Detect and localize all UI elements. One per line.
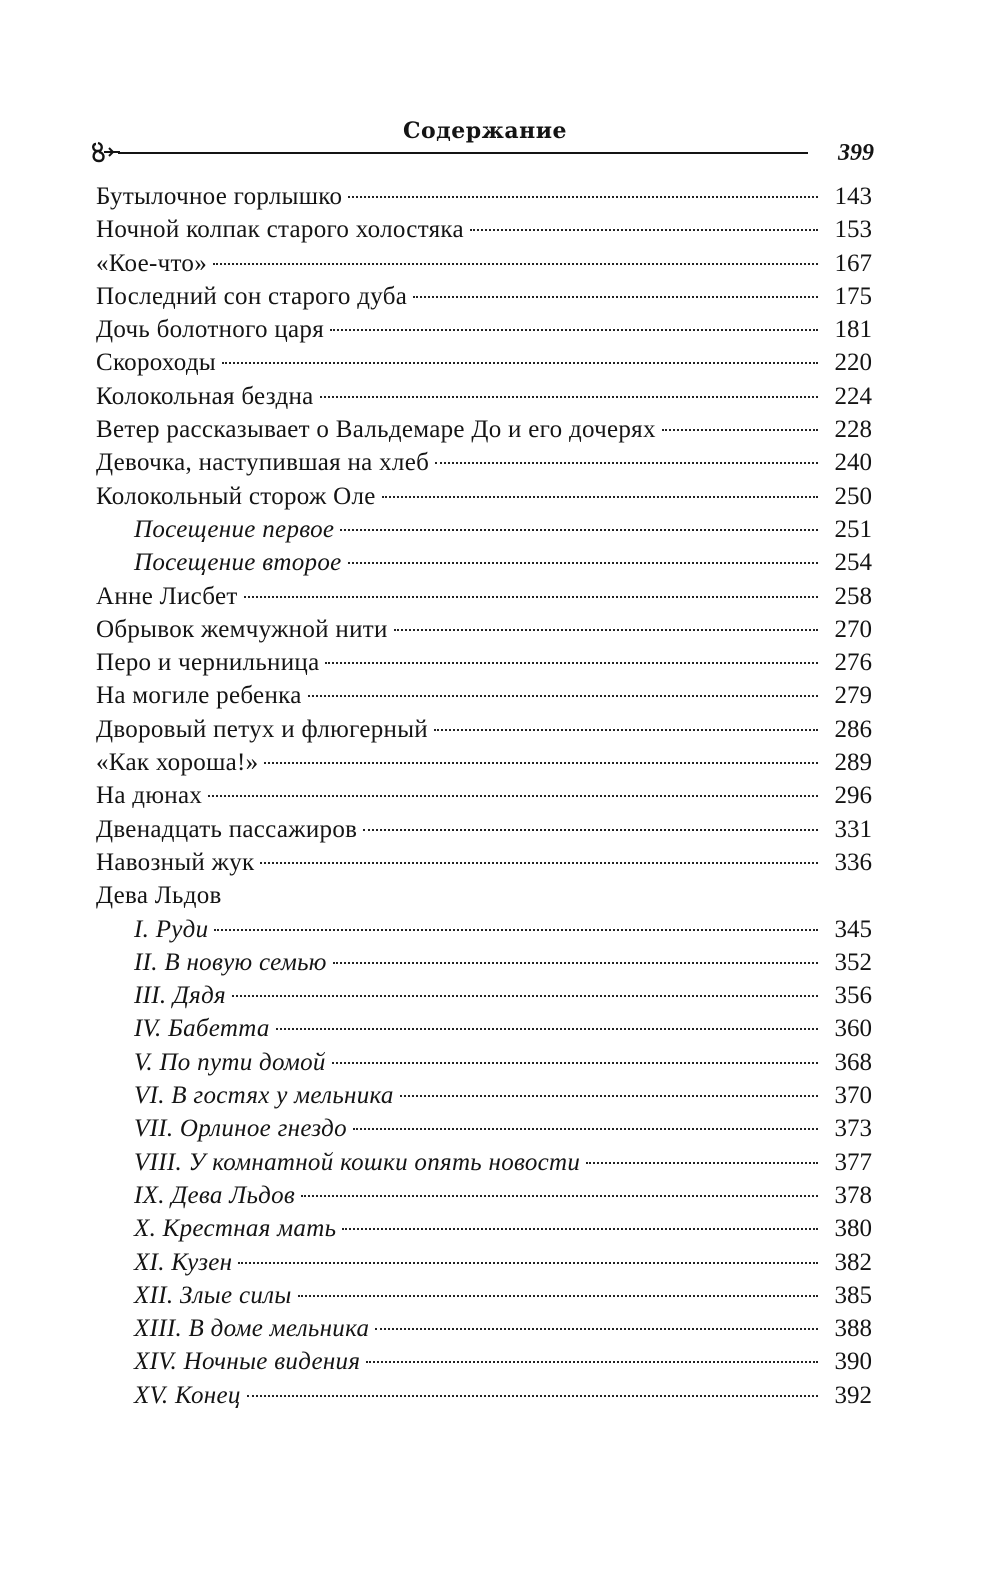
toc-entry-title: Навозный жук bbox=[96, 848, 255, 876]
toc-entry-title: I. Руди bbox=[134, 915, 209, 943]
toc-entry-page: 356 bbox=[834, 982, 872, 1010]
toc-entry-page: 228 bbox=[834, 416, 872, 444]
toc-entry-title: Дева Льдов bbox=[96, 882, 222, 910]
toc-entry bbox=[96, 979, 872, 1012]
toc-entry bbox=[96, 1345, 872, 1378]
toc-entry bbox=[96, 646, 872, 679]
dot-leader bbox=[244, 596, 818, 598]
toc-entry bbox=[96, 380, 872, 413]
toc-entry-title: III. Дядя bbox=[134, 982, 226, 1010]
toc-entry-page: 345 bbox=[834, 915, 872, 943]
toc-entry bbox=[96, 779, 872, 812]
dot-leader bbox=[325, 662, 818, 664]
toc-entry-title: «Как хороша!» bbox=[96, 749, 259, 777]
dot-leader bbox=[320, 396, 818, 398]
toc-entry-page: 270 bbox=[834, 615, 872, 643]
toc-entry-title: Ветер рассказывает о Вальдемаре До и его дочерях bbox=[96, 416, 656, 444]
dot-leader bbox=[662, 429, 818, 431]
toc-entry-title: Обрывок жемчужной нити bbox=[96, 615, 388, 643]
toc-entry bbox=[96, 513, 872, 546]
toc-entry-page: 385 bbox=[834, 1281, 872, 1309]
toc-entry-page: 336 bbox=[834, 848, 872, 876]
toc-entry bbox=[96, 1246, 872, 1279]
toc-entry-title: Бутылочное горлышко bbox=[96, 183, 343, 210]
toc-entry-page: 289 bbox=[834, 749, 872, 777]
toc-entry-title: Двенадцать пассажиров bbox=[96, 815, 358, 843]
dot-leader bbox=[470, 229, 818, 231]
dot-leader bbox=[348, 196, 818, 198]
toc-entry-title: Дочь болотного царя bbox=[96, 316, 325, 344]
toc-entry-title: IV. Бабетта bbox=[134, 1015, 270, 1043]
toc-entry bbox=[96, 1212, 872, 1245]
dot-leader bbox=[353, 1128, 818, 1130]
toc-entry-page: 153 bbox=[834, 216, 872, 244]
dot-leader bbox=[342, 1228, 818, 1230]
toc-entry-title: XIII. В доме мельника bbox=[134, 1315, 370, 1343]
table-of-contents bbox=[96, 180, 872, 1412]
dot-leader bbox=[301, 1195, 818, 1197]
dot-leader bbox=[330, 329, 818, 331]
toc-entry-page: 380 bbox=[834, 1215, 872, 1243]
toc-entry-title: XV. Конец bbox=[134, 1381, 241, 1409]
toc-entry-page: 377 bbox=[834, 1148, 872, 1176]
toc-entry-title: XI. Кузен bbox=[134, 1248, 233, 1276]
toc-entry-title: V. По пути домой bbox=[134, 1048, 326, 1076]
toc-entry bbox=[96, 913, 872, 946]
dot-leader bbox=[222, 362, 818, 364]
toc-entry-title: Анне Лисбет bbox=[96, 582, 238, 610]
toc-entry bbox=[96, 1046, 872, 1079]
toc-entry-page: 388 bbox=[834, 1315, 872, 1343]
toc-entry bbox=[96, 613, 872, 646]
toc-entry-page: 360 bbox=[834, 1015, 872, 1043]
page-title: Содержание bbox=[402, 118, 568, 144]
dot-leader bbox=[213, 263, 818, 265]
toc-entry bbox=[96, 546, 872, 579]
toc-entry-title: Дворовый петух и флюгерный bbox=[96, 715, 428, 743]
toc-entry bbox=[96, 1179, 872, 1212]
dot-leader bbox=[413, 296, 818, 298]
dot-leader bbox=[340, 529, 818, 531]
dot-leader bbox=[400, 1095, 818, 1097]
running-header bbox=[90, 118, 880, 168]
dot-leader bbox=[232, 995, 818, 997]
dot-leader bbox=[247, 1395, 818, 1397]
toc-entry-title: Посещение первое bbox=[134, 515, 335, 543]
toc-entry-page: 373 bbox=[834, 1115, 872, 1143]
dot-leader bbox=[394, 629, 818, 631]
dot-leader bbox=[375, 1328, 818, 1330]
toc-entry-page: 250 bbox=[834, 482, 872, 510]
toc-entry bbox=[96, 1146, 872, 1179]
toc-entry-page: 254 bbox=[834, 549, 872, 577]
toc-entry-page: 276 bbox=[834, 649, 872, 677]
toc-entry bbox=[96, 879, 872, 912]
toc-entry bbox=[96, 746, 872, 779]
toc-entry-page: 382 bbox=[834, 1248, 872, 1276]
dot-leader bbox=[260, 862, 818, 864]
toc-entry bbox=[96, 346, 872, 379]
toc-entry bbox=[96, 1012, 872, 1045]
toc-entry bbox=[96, 679, 872, 712]
toc-entry bbox=[96, 247, 872, 280]
dot-leader bbox=[363, 829, 818, 831]
toc-entry-title: На дюнах bbox=[96, 782, 203, 810]
dot-leader bbox=[238, 1262, 818, 1264]
toc-entry bbox=[96, 1079, 872, 1112]
toc-entry bbox=[96, 213, 872, 246]
toc-entry bbox=[96, 280, 872, 313]
toc-entry-title: Колокольная бездна bbox=[96, 382, 314, 410]
toc-entry-title: «Кое-что» bbox=[96, 249, 208, 277]
toc-entry-page: 296 bbox=[834, 782, 872, 810]
toc-entry bbox=[96, 813, 872, 846]
toc-entry bbox=[96, 946, 872, 979]
toc-entry-page: 286 bbox=[834, 715, 872, 743]
toc-entry-page: 331 bbox=[834, 815, 872, 843]
toc-entry-title: Посещение второе bbox=[134, 549, 342, 577]
dot-leader bbox=[298, 1295, 818, 1297]
toc-entry bbox=[96, 446, 872, 479]
toc-entry bbox=[96, 580, 872, 613]
dot-leader bbox=[308, 695, 818, 697]
toc-entry bbox=[96, 846, 872, 879]
dot-leader bbox=[208, 795, 818, 797]
toc-entry bbox=[96, 1279, 872, 1312]
toc-entry-page: 279 bbox=[834, 682, 872, 710]
header-divider bbox=[118, 152, 808, 154]
toc-entry-page: 143 bbox=[834, 183, 872, 210]
dot-leader bbox=[264, 762, 818, 764]
dot-leader bbox=[276, 1028, 818, 1030]
toc-entry-title: X. Крестная мать bbox=[134, 1215, 337, 1243]
toc-entry-title: Скороходы bbox=[96, 349, 216, 377]
toc-entry bbox=[96, 313, 872, 346]
toc-entry-title: II. В новую семью bbox=[134, 948, 327, 976]
toc-entry-page: 370 bbox=[834, 1082, 872, 1110]
toc-entry-page: 175 bbox=[834, 282, 872, 310]
toc-entry-page: 220 bbox=[834, 349, 872, 377]
toc-entry-title: VIII. У комнатной кошки опять новости bbox=[134, 1148, 581, 1176]
toc-entry bbox=[96, 1379, 872, 1412]
toc-entry-title: Последний сон старого дуба bbox=[96, 282, 408, 310]
dot-leader bbox=[366, 1361, 818, 1363]
toc-entry-page: 378 bbox=[834, 1181, 872, 1209]
toc-entry-page: 181 bbox=[834, 316, 872, 344]
toc-entry-page: 251 bbox=[834, 515, 872, 543]
dot-leader bbox=[348, 562, 818, 564]
toc-entry bbox=[96, 713, 872, 746]
toc-entry-page: 352 bbox=[834, 948, 872, 976]
toc-entry-title: На могиле ребенка bbox=[96, 682, 302, 710]
toc-entry-title: VI. В гостях у мельника bbox=[134, 1082, 394, 1110]
page-number: 399 bbox=[838, 140, 874, 166]
toc-entry-page: 390 bbox=[834, 1348, 872, 1376]
dot-leader bbox=[434, 729, 818, 731]
toc-entry-page: 224 bbox=[834, 382, 872, 410]
dot-leader bbox=[586, 1162, 818, 1164]
toc-entry bbox=[96, 480, 872, 513]
toc-entry bbox=[96, 413, 872, 446]
toc-entry bbox=[96, 1312, 872, 1345]
dot-leader bbox=[333, 962, 818, 964]
toc-entry-title: Перо и чернильница bbox=[96, 649, 320, 677]
toc-entry bbox=[96, 1112, 872, 1145]
dot-leader bbox=[435, 462, 818, 464]
toc-entry-title: Колокольный сторож Оле bbox=[96, 482, 376, 510]
toc-entry-page: 167 bbox=[834, 249, 872, 277]
toc-entry-title: Девочка, наступившая на хлеб bbox=[96, 449, 430, 477]
toc-entry-page: 392 bbox=[834, 1381, 872, 1409]
toc-entry-title: XII. Злые силы bbox=[134, 1281, 292, 1309]
toc-entry bbox=[96, 180, 872, 213]
toc-entry-title: VII. Орлиное гнездо bbox=[134, 1115, 347, 1143]
toc-entry-title: IX. Дева Льдов bbox=[134, 1181, 296, 1209]
toc-entry-title: XIV. Ночные видения bbox=[134, 1348, 361, 1376]
toc-entry-page: 240 bbox=[834, 449, 872, 477]
dot-leader bbox=[214, 929, 818, 931]
dot-leader bbox=[332, 1062, 818, 1064]
dot-leader bbox=[382, 496, 818, 498]
toc-entry-page: 368 bbox=[834, 1048, 872, 1076]
toc-entry-page: 258 bbox=[834, 582, 872, 610]
toc-entry-title: Ночной колпак старого холостяка bbox=[96, 216, 464, 244]
